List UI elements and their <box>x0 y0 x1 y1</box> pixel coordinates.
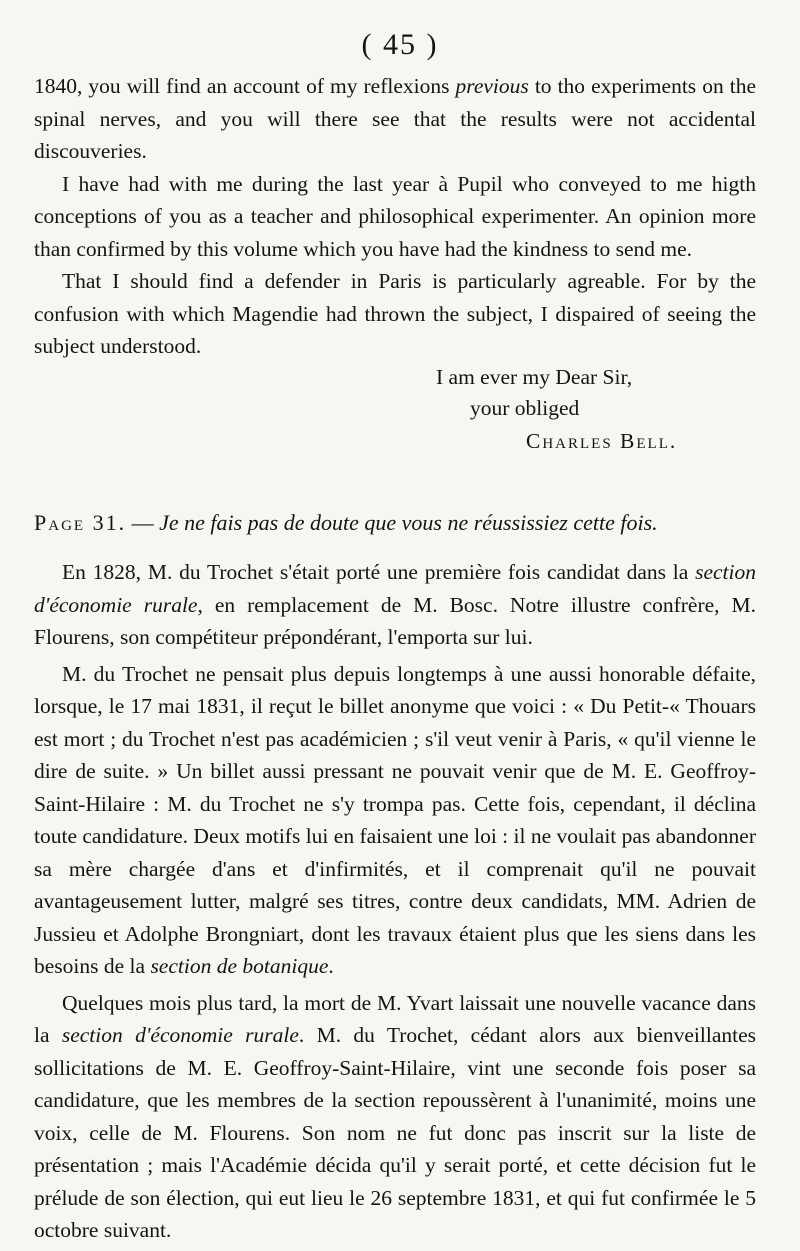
page-reference-heading: Page 31. — Je ne fais pas de doute que vous ne réussissiez cette fois. <box>34 510 658 535</box>
note-paragraph-2: M. du Trochet ne pensait plus depuis longtemps à une aussi honorable défaite, lorsque, le 17 mai 1831, il reçut le billet anonyme que voici : « Du Petit-« Thouars est mort ; du Trochet n'est pas académicien ; s'il veut venir à Paris, « qu'il vienne le dire de suite. » Un billet aussi pressant ne pouvait venir que de M. E. Geoffroy-Saint-Hilaire : M. du Trochet ne s'y trompa pas. Cette fois, cependant, il déclina toute candidature. Deux motifs lui en faisaient une loi : il ne voulait pas abandonner sa mère chargée d'ans et d'infirmités, et il comprenait qu'il ne pouvait avantageusement lutter, malgré ses titres, contre deux candidats, MM. Adrien de Jussieu et Adolphe Brongniart, dont les travaux étaient plus que les siens dans les besoins de la section de botanique. <box>34 661 756 978</box>
note-text <box>34 556 756 1251</box>
page-reference-quote: Je ne fais pas de doute que vous ne réussissiez cette fois. <box>159 510 658 535</box>
signature: Charles Bell. <box>526 429 678 453</box>
letter-text <box>34 70 756 363</box>
closing-salutation: I am ever my Dear Sir, <box>436 365 633 389</box>
letter-paragraph-3: That I should find a defender in Paris is particularly agreable. For by the confusion with which Magendie had thrown the subject, I dispaired of seeing the subject understood. <box>34 269 756 358</box>
letter-paragraph-2: I have had with me during the last year à Pupil who conveyed to me higth conceptions of you as a teacher and philosophical experimenter. An opinion more than confirmed by this volume which you have had the kindness to send me. <box>34 171 756 261</box>
page-number: ( 45 ) <box>361 28 439 61</box>
note-paragraph-3: Quelques mois plus tard, la mort de M. Yvart laissait une nouvelle vacance dans la section d'économie rurale. M. du Trochet, cédant alors aux bienveillantes sollicitations de M. E. Geoffroy-Saint-Hilaire, vint une seconde fois poser sa candidature, que les membres de la section repoussèrent à l'unanimité, moins une voix, celle de M. Flourens. Son nom ne fut donc pas inscrit sur la liste de présentation ; mais l'Académie décida qu'il y serait porté, et cette décision fut le prélude de son élection, qui eut lieu le 26 septembre 1831, et qui fut confirmée le 5 octobre suivant. <box>34 990 756 1242</box>
letter-paragraph-1: 1840, you will find an account of my reflexions previous to tho experiments on the spinal nerves, and you will there see that the results were not accidental discouveries. <box>34 74 756 163</box>
note-paragraph-1: En 1828, M. du Trochet s'était porté une première fois candidat dans la section d'économie rurale, en remplacement de M. Bosc. Notre illustre confrère, M. Flourens, son compétiteur prépondérant, l'emporta sur lui. <box>34 560 757 649</box>
page-reference-label: Page 31. <box>34 510 127 535</box>
closing-obliged: your obliged <box>470 396 580 420</box>
